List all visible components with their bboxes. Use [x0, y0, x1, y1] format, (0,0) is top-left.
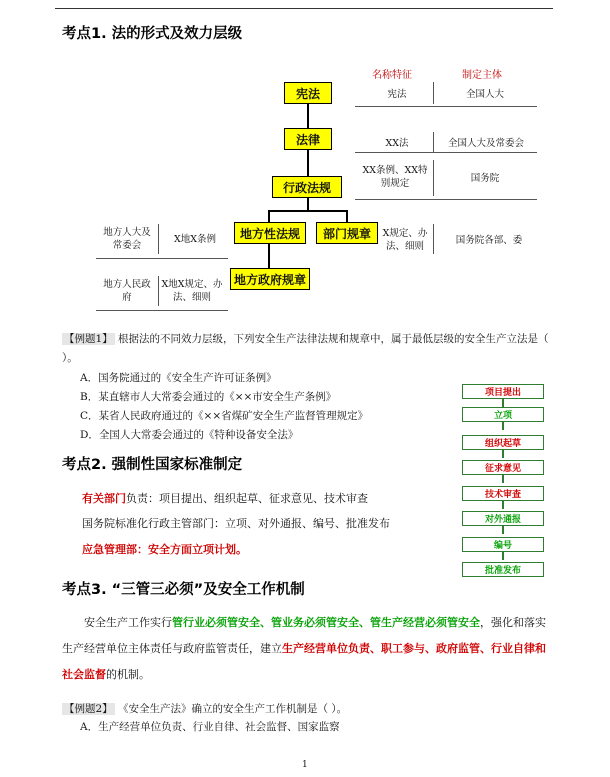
table-divider — [433, 224, 434, 254]
box-department-rules: 部门规章 — [316, 222, 378, 244]
section2-title: 考点2. 强制性国家标准制定 — [62, 457, 243, 473]
col-header-maker: 制定主体 — [462, 70, 502, 81]
connector — [307, 198, 309, 210]
flow-step: 技术审查 — [462, 486, 544, 501]
connector — [268, 210, 348, 212]
para-text: 的机制。 — [106, 668, 150, 681]
section2-line2: 国务院标准化行政主管部门：立项、对外通报、编号、批准发布 — [82, 517, 390, 530]
para-text: 安全生产工作实行 — [84, 616, 172, 629]
example1-stem-block — [62, 330, 552, 368]
table-divider — [433, 160, 434, 196]
section3-paragraph — [62, 610, 552, 688]
table-rule — [355, 106, 537, 107]
box-constitution: 宪法 — [284, 82, 332, 104]
flow-connector — [502, 526, 504, 534]
flow-step: 批准发布 — [462, 562, 544, 577]
table-rule — [355, 199, 537, 200]
table-cell: X规定、办法、细则 — [382, 228, 428, 252]
box-admin-regulation: 行政法规 — [272, 176, 342, 198]
table-cell: X地X规定、办法、细则 — [161, 279, 223, 303]
table-divider — [158, 224, 159, 254]
section2-line1-text: 负责：项目提出、组织起草、征求意见、技术审查 — [126, 492, 368, 505]
flow-connector — [502, 552, 504, 560]
example1-option-d: D．全国人大常委会通过的《特种设备安全法》 — [80, 429, 299, 441]
example2-stem: 《安全生产法》确立的安全生产工作机制是（ ）。 — [118, 703, 348, 715]
connector — [268, 210, 270, 222]
connector — [307, 150, 309, 176]
example1-option-a: A．国务院通过的《安全生产许可证条例》 — [80, 372, 277, 384]
box-local-gov-rules: 地方政府规章 — [230, 268, 310, 290]
example1-option-b: B．某直辖市人大常委会通过的《××市安全生产条例》 — [80, 391, 337, 403]
table-divider — [433, 132, 434, 152]
example1-option-c: C．某省人民政府通过的《××省煤矿安全生产监督管理规定》 — [80, 410, 369, 422]
table-cell: X地X条例 — [173, 234, 217, 245]
table-divider — [433, 82, 434, 104]
table-rule — [96, 258, 228, 259]
para-red-text: 生产经营单位负责、职工参与、政府监管、行业自律和社会监督 — [62, 642, 546, 681]
table-cell: 国务院 — [470, 173, 500, 184]
flow-step: 项目提出 — [462, 384, 544, 399]
page-number: 1 — [302, 760, 308, 770]
table-divider — [158, 276, 159, 306]
table-cell: 国务院各部、委 — [455, 235, 523, 246]
example1-tag: 【例题1】 — [64, 333, 113, 345]
table-rule — [355, 152, 537, 153]
flow-connector — [502, 399, 504, 407]
table-rule — [96, 310, 228, 311]
section1-title: 考点1. 法的形式及效力层级 — [62, 26, 243, 42]
flow-step: 对外通报 — [462, 511, 544, 526]
para-green-text: 管行业必须管安全、管业务必须管安全、管生产经营必须管安全 — [172, 616, 480, 629]
section3-title: 考点3. “三管三必须”及安全工作机制 — [62, 582, 305, 598]
connector — [346, 210, 348, 222]
flow-step: 组织起草 — [462, 435, 544, 450]
section2-line1 — [82, 490, 368, 506]
flow-step: 编号 — [462, 537, 544, 552]
table-cell: XX条例、XX特别规定 — [362, 165, 428, 189]
flow-connector — [502, 450, 504, 458]
table-cell: XX法 — [385, 138, 409, 149]
table-cell: 全国人大及常委会 — [447, 138, 524, 149]
para-text: ，强化和落实生产经营单位主体责任与政府监管责任，建立 — [62, 616, 546, 655]
example2-tag: 【例题2】 — [64, 703, 113, 715]
section2-line3: 应急管理部：安全方面立项计划。 — [82, 543, 247, 556]
table-cell: 全国人大 — [465, 89, 504, 100]
box-law: 法律 — [284, 128, 332, 150]
flow-step: 征求意见 — [462, 460, 544, 475]
flow-connector — [502, 475, 504, 483]
example2-stem-block — [62, 700, 347, 719]
connector — [268, 244, 270, 268]
flow-connector — [502, 422, 504, 430]
col-header-feature: 名称特征 — [372, 70, 412, 81]
table-cell: 地方人大及常委会 — [103, 227, 151, 251]
box-local-regulation: 地方性法规 — [234, 222, 306, 244]
table-cell: 地方人民政府 — [103, 279, 151, 303]
example2-option-a: A．生产经营单位负责、行业自律、社会监督、国家监察 — [80, 721, 340, 733]
flow-step: 立项 — [462, 407, 544, 422]
header-rule — [55, 8, 553, 9]
example1-stem: 根据法的不同效力层级，下列安全生产法律法规和规章中，属于最低层级的安全生产立法是（ ）。 — [62, 333, 549, 364]
table-cell: 宪法 — [387, 89, 407, 100]
flow-connector — [502, 501, 504, 509]
connector — [307, 104, 309, 128]
responsible-dept-label: 有关部门 — [82, 492, 126, 505]
